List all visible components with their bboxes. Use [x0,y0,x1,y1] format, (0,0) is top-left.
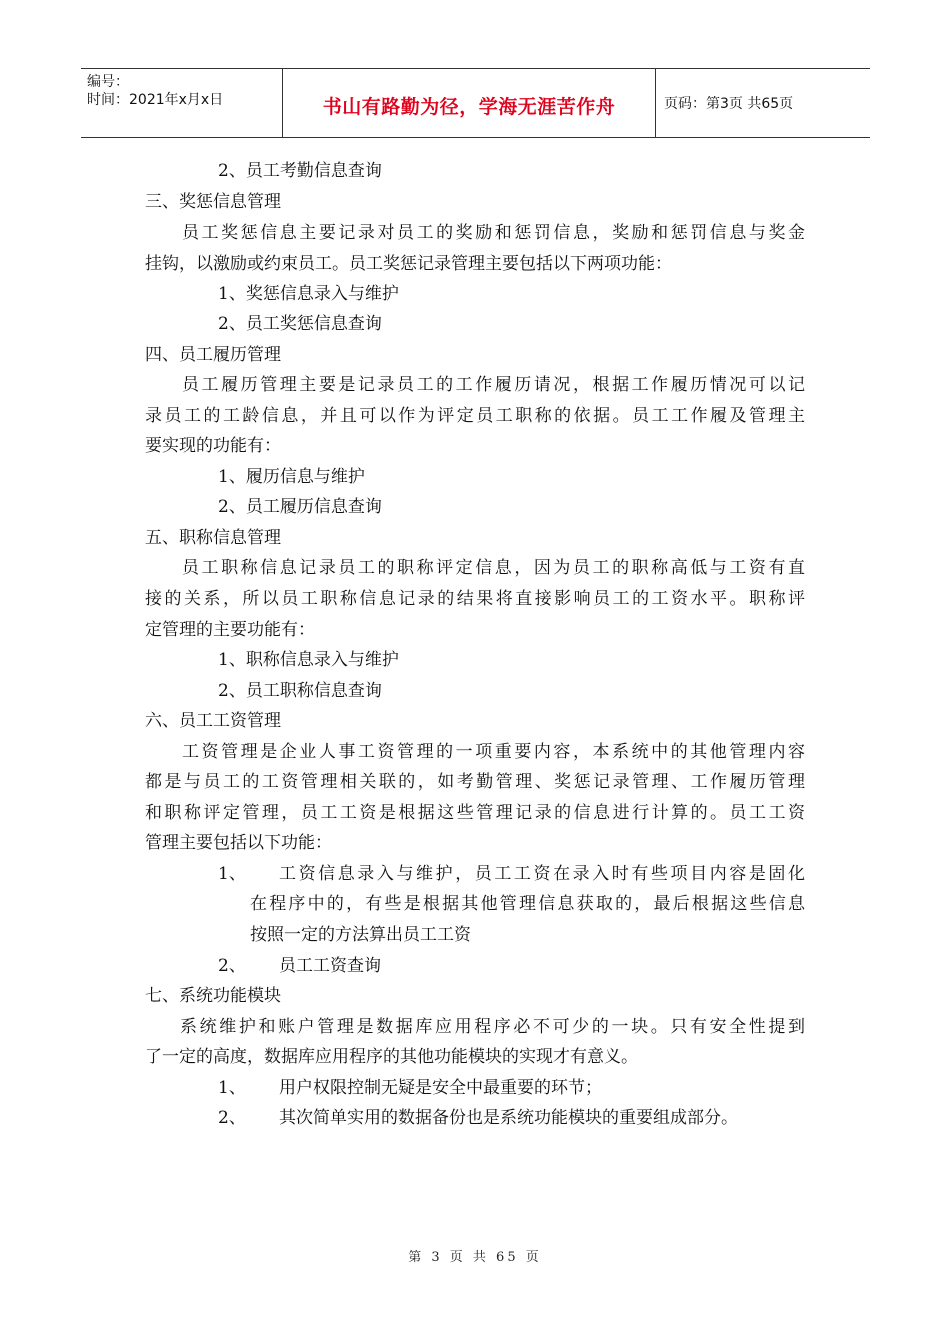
list-item: 员工工资查询 [279,956,381,976]
section-heading: 七、系统功能模块 [145,986,281,1006]
header-motto: 书山有路勤为径，学海无涯苦作舟 [322,95,616,118]
list-item: 1、履历信息与维护 [218,467,365,487]
paragraph-line: 员工履历管理主要是记录员工的工作履历请况，根据工作履历情况可以记 [182,375,805,395]
section-heading: 六、员工工资管理 [145,711,281,731]
list-item-number: 1、 [218,1078,246,1098]
list-item-number: 2、 [218,956,246,976]
header-page-info-cell [656,69,870,137]
section-heading: 五、职称信息管理 [145,528,281,548]
list-item: 2、员工履历信息查询 [218,497,382,517]
header-meta [81,69,283,137]
list-item-number: 2、 [218,1108,246,1128]
list-item: 1、奖惩信息录入与维护 [218,284,399,304]
paragraph-line: 员工职称信息记录员工的职称评定信息，因为员工的职称高低与工资有直 [182,558,805,578]
paragraph-line: 系统维护和账户管理是数据库应用程序必不可少的一块。只有安全性提到 [180,1017,805,1037]
document-number-label: 编号： [87,74,129,90]
section-heading: 四、员工履历管理 [145,345,281,365]
paragraph-line: 工资管理是企业人事工资管理的一项重要内容，本系统中的其他管理内容 [182,742,805,762]
header-motto-cell [283,69,656,137]
document-header [81,68,870,138]
list-item-continuation: 在程序中的，有些是根据其他管理信息获取的，最后根据这些信息 [250,894,805,914]
list-item: 2、员工考勤信息查询 [218,161,382,181]
paragraph-line: 都是与员工的工资管理相关联的，如考勤管理、奖惩记录管理、工作履历管理 [145,772,805,792]
paragraph-line: 和职称评定管理，员工工资是根据这些管理记录的信息进行计算的。员工工资 [145,803,805,823]
paragraph-line: 定管理的主要功能有： [145,620,315,640]
list-item: 其次简单实用的数据备份也是系统功能模块的重要组成部分。 [279,1108,738,1128]
paragraph-line: 录员工的工龄信息，并且可以作为评定员工职称的依据。员工工作履及管理主 [145,406,805,426]
paragraph-line: 员工奖惩信息主要记录对员工的奖励和惩罚信息，奖励和惩罚信息与奖金 [182,223,805,243]
list-item: 2、员工奖惩信息查询 [218,314,382,334]
list-item: 2、员工职称信息查询 [218,681,382,701]
list-item-number: 1、 [218,864,246,884]
list-item: 工资信息录入与维护，员工工资在录入时有些项目内容是固化 [279,864,805,884]
list-item-continuation: 按照一定的方法算出员工工资 [250,925,471,945]
paragraph-line: 管理主要包括以下功能： [145,833,332,853]
section-heading: 三、奖惩信息管理 [145,192,281,212]
paragraph-line: 了一定的高度，数据库应用程序的其他功能模块的实现才有意义。 [145,1047,638,1067]
list-item: 用户权限控制无疑是安全中最重要的环节； [279,1078,602,1098]
page-footer: 第 3 页 共 65 页 [408,1250,542,1265]
paragraph-line: 接的关系，所以员工职称信息记录的结果将直接影响员工的工资水平。职称评 [145,589,805,609]
header-page-info: 页码：第3页 共65页 [664,96,794,112]
document-date: 时间：2021年x月x日 [87,92,224,108]
paragraph-line: 要实现的功能有： [145,436,281,456]
paragraph-line: 挂钩，以激励或约束员工。员工奖惩记录管理主要包括以下两项功能： [145,254,672,274]
list-item: 1、职称信息录入与维护 [218,650,399,670]
